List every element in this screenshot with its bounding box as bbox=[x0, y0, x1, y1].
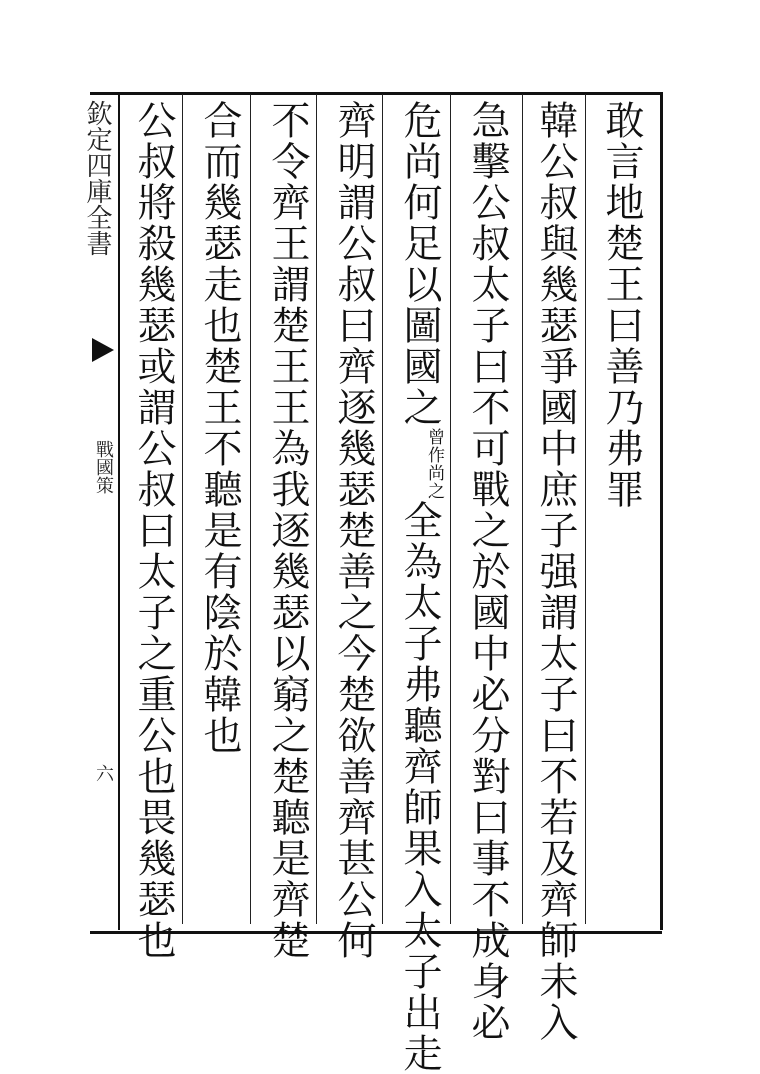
margin-title: 欽定四庫全書 bbox=[82, 100, 112, 256]
column-4-text-after: 全為太子弗聽齊師果入太子出走 bbox=[397, 500, 442, 1074]
text-column-4 bbox=[394, 100, 444, 1074]
margin-border bbox=[118, 92, 120, 930]
column-separator bbox=[585, 94, 586, 924]
column-separator bbox=[522, 94, 523, 924]
text-column-5: 齊明謂公叔曰齊逐幾瑟楚善之今楚欲善齊甚公何 bbox=[331, 100, 376, 961]
margin-book-title: 戰國策 bbox=[93, 440, 114, 494]
note-line-2: 尚之 bbox=[424, 464, 444, 500]
text-column-7: 合而幾瑟走也楚王不聽是有陰於韓也 bbox=[197, 100, 242, 756]
column-separator bbox=[250, 94, 251, 924]
text-column-6: 不令齊王謂楚王王為我逐幾瑟以窮之楚聽是齊楚 bbox=[265, 100, 310, 961]
column-separator bbox=[382, 94, 383, 924]
text-column-3: 急擊公叔太子曰不可戰之於國中必分對曰事不成身必 bbox=[465, 100, 510, 1043]
text-column-8: 公叔將殺幾瑟或謂公叔曰太子之重公也畏幾瑟也 bbox=[131, 100, 176, 961]
right-border bbox=[660, 92, 663, 930]
column-separator bbox=[450, 94, 451, 924]
column-separator bbox=[316, 94, 317, 924]
interlinear-note bbox=[424, 428, 444, 500]
note-line-1: 曾作 bbox=[424, 428, 444, 464]
page-number: 六 bbox=[93, 764, 114, 782]
column-4-text-before: 危尚何足以圖國之 bbox=[397, 100, 442, 428]
column-separator bbox=[182, 94, 183, 924]
fish-tail-mark bbox=[92, 338, 114, 362]
text-column-1: 敢言地楚王曰善乃弗罪 bbox=[599, 100, 644, 510]
text-column-2: 韓公叔與幾瑟爭國中庶子强謂太子曰不若及齊師未入 bbox=[533, 100, 578, 1043]
